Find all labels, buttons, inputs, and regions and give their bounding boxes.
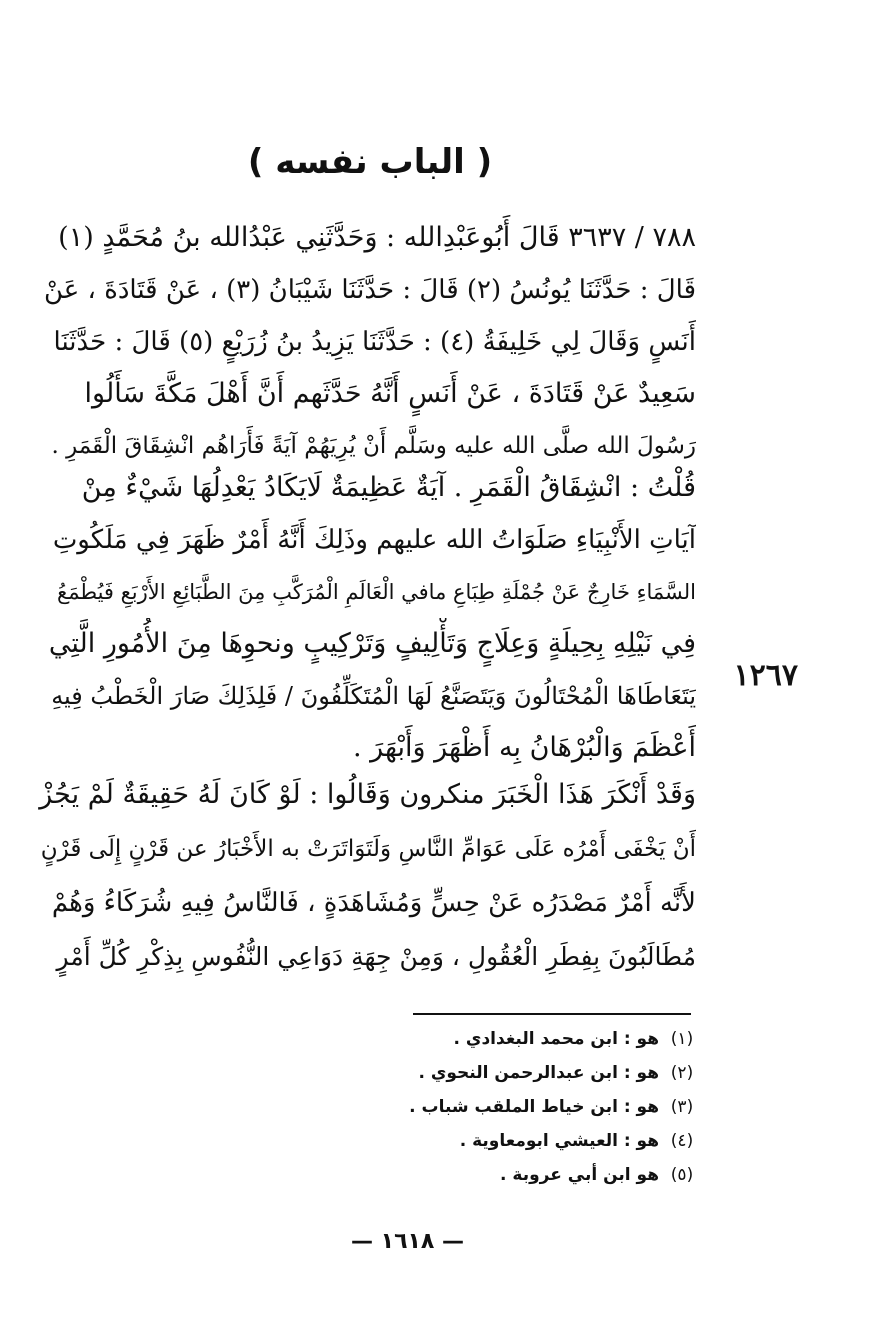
- objection-paragraph: [36, 768, 696, 984]
- margin-manuscript-number: ١٢٦٧: [733, 658, 798, 693]
- footnote-text: هو : العيشي ابومعاوية .: [459, 1131, 659, 1151]
- footnote-item: [360, 1090, 705, 1124]
- hadith-line: قَالَ : حَدَّثَنَا يُونُسُ (٢) قَالَ : حَدَّثَنَا شَيْبَانُ (٣) ، عَنْ قَتَادَةَ ، عَنْ: [43, 275, 696, 305]
- chapter-title: ( الباب نفسه ): [247, 142, 493, 182]
- footnote-number: (٤): [670, 1131, 694, 1151]
- commentary-line: فِي نَيْلِهِ بِحِيلَةٍ وَعِلَاجٍ وَتَأْلِيفٍ وَتَرْكِيبٍ ونحوِهَا مِنَ الأُمُورِ الَّتِي: [48, 628, 696, 659]
- commentary-line: يَتَعَاطَاهَا الْمُحْتَالُونَ وَيَتَصَنَّعُ لَهَا الْمُتَكَلِّفُونَ / فَلِذَلِكَ صَارَ الْخَطْبُ فِيهِ: [51, 682, 696, 710]
- hadith-line: رَسُولَ الله صلَّى الله عليه وسَلَّم أَنْ يُرِيَهُمْ آيَةً فَأَرَاهُم انْشِقَاقَ الْقَمَرِ .: [51, 433, 696, 459]
- footnote-item: [360, 1056, 705, 1090]
- commentary-line: آيَاتِ الأَنْبِيَاءِ صَلَوَاتُ الله عليهم وذَلِكَ أَنَّهُ أَمْرٌ ظَهَرَ فِي مَلَكُوتِ: [52, 525, 696, 555]
- footnote-text: هو : ابن خياط الملقب شباب .: [409, 1097, 659, 1117]
- hadith-line: ٧٨٨ / ٣٦٣٧ قَالَ أَبُوعَبْدِالله : وَحَدَّثَنِي عَبْدُالله بنُ مُحَمَّدٍ (١): [58, 222, 696, 253]
- footnote-text: هو ابن أبي عروبة .: [500, 1165, 659, 1185]
- footnote-text: هو : ابن محمد البغدادي .: [453, 1029, 659, 1049]
- hadith-line: أَنَسٍ وَقَالَ لِي خَلِيفَةُ (٤) : حَدَّثَنَا يَزِيدُ بنُ زُرَيْعٍ (٥) قَالَ : حَدَّثَنَا: [53, 327, 696, 357]
- hadith-paragraph: [36, 212, 696, 472]
- footnote-number: (٢): [670, 1063, 694, 1083]
- commentary-paragraph: [36, 462, 696, 774]
- footnote-number: (٥): [670, 1165, 694, 1185]
- footnote-divider: [413, 1013, 691, 1015]
- hadith-line: سَعِيدٌ عَنْ قَتَادَةَ ، عَنْ أَنَسٍ أَنَّهُ حَدَّثَهم أَنَّ أَهْلَ مَكَّةَ سَأَلُوا: [84, 378, 696, 409]
- footnote-number: (٣): [670, 1097, 694, 1117]
- commentary-line: السَّمَاءِ خَارِجٌ عَنْ جُمْلَةِ طِبَاعِ مافي الْعَالَمِ الْمُرَكَّبِ مِنَ الطَّبَائِعِ الأَرْبَعِ فَيُطْمَعُ: [57, 580, 696, 604]
- objection-line: مُطَالَبُونَ بِفِطَرِ الْعُقُولِ ، وَمِنْ جِهَةِ دَوَاعِي النُّفُوسِ بِذِكْرِ كُلِّ أَمْرٍ: [56, 942, 696, 971]
- footnote-text: هو : ابن عبدالرحمن النحوي .: [418, 1063, 659, 1083]
- footnote-item: [360, 1158, 705, 1192]
- page-number: — ١٦١٨ —: [350, 1229, 465, 1254]
- footnote-item: [360, 1022, 705, 1056]
- footnotes-list: [360, 1022, 705, 1192]
- commentary-line: أَعْظَمَ وَالْبُرْهَانُ بِه أَظْهَرَ وَأَبْهَرَ .: [352, 732, 696, 763]
- objection-line: لأَنَّه أَمْرٌ مَصْدَرُه عَنْ حِسٍّ وَمُشَاهَدَةٍ ، فَالنَّاسُ فِيهِ شُرَكَاءُ وَهُمْ: [51, 888, 696, 918]
- objection-line: وَقَدْ أَنْكَرَ هَذَا الْخَبَرَ منكرون وَقَالُوا : لَوْ كَانَ لَهُ حَقِيقَةٌ لَمْ يَجُزْ: [39, 779, 696, 810]
- objection-line: أَنْ يَخْفَى أَمْرُه عَلَى عَوَامِّ النَّاسِ وَلَتَوَاتَرَتْ به الأَخْبَارُ عن قَرْنٍ إِلَى قَرْنٍ: [40, 836, 696, 862]
- commentary-line: قُلْتُ : انْشِقَاقُ الْقَمَرِ . آيَةٌ عَظِيمَةٌ لَايَكَادُ يَعْدِلُهَا شَيْءٌ مِنْ: [81, 472, 696, 503]
- footnote-number: (١): [670, 1029, 694, 1049]
- footnote-item: [360, 1124, 705, 1158]
